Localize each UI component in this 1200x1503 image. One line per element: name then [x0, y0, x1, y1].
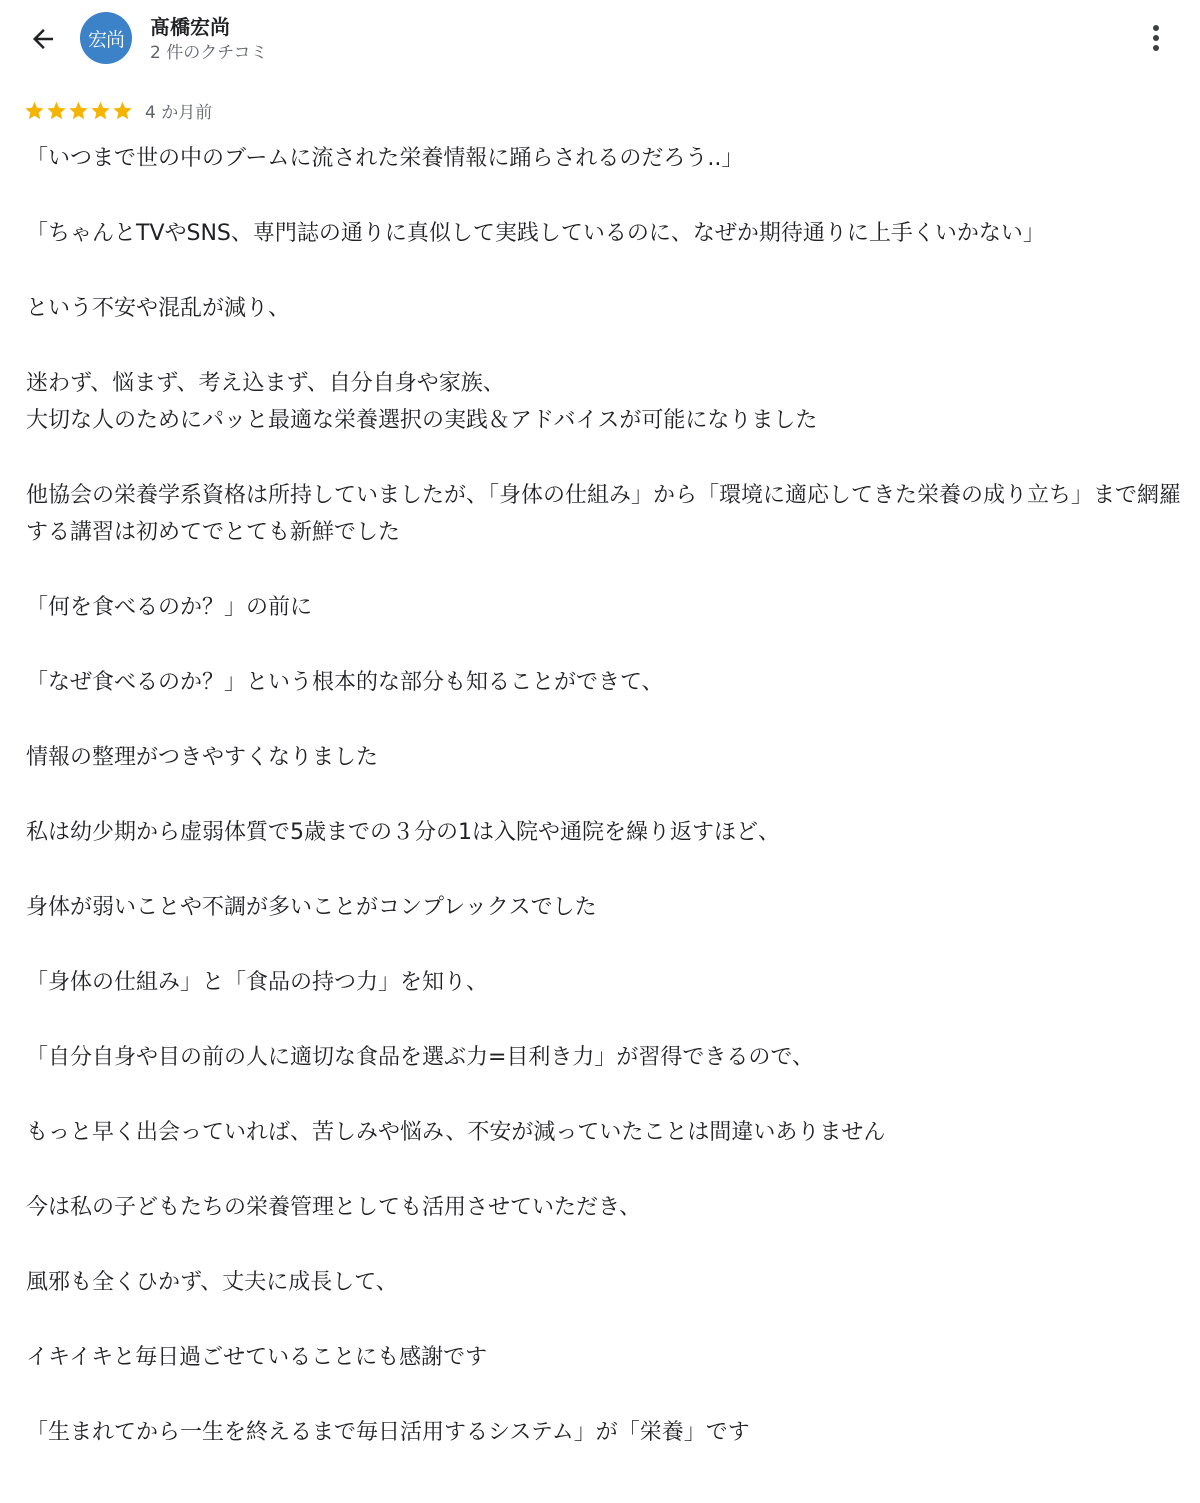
star-icon	[24, 100, 45, 121]
avatar-initials: 宏尚	[87, 28, 124, 51]
review-paragraph: 他協会の栄養学系資格は所持していましたが、「身体の仕組み」から「環境に適応してきた栄養の成り立ち」まで網羅する講習は初めてでとても新鮮でした	[26, 483, 1182, 545]
more-options-button[interactable]	[1138, 18, 1174, 58]
review-header	[0, 0, 1200, 80]
review-paragraph: もっと早く出会っていれば、苦しみや悩み、不安が減っていたことは間違いありません	[26, 1120, 886, 1145]
review-paragraph: 「身体の仕組み」と「食品の持つ力」を知り、	[26, 970, 489, 995]
review-paragraph: 「何を食べるのか？」の前に	[26, 595, 313, 620]
review-time: 4 か月前	[145, 102, 213, 123]
review-paragraph: 今は私の子どもたちの栄養管理としても活用させていただき、	[26, 1195, 642, 1220]
review-paragraph: 情報の整理がつきやすくなりました	[26, 745, 379, 770]
review-paragraph: 「ちゃんとTVやSNS、専門誌の通りに真似して実践しているのに、なぜか期待通りに上手くいかない」	[26, 221, 1045, 246]
star-rating	[24, 100, 133, 121]
more-vert-icon	[1152, 24, 1160, 52]
reviewer-review-count: 2 件のクチコミ	[150, 43, 268, 63]
review-paragraph: という不安や混乱が減り、	[26, 296, 291, 321]
star-icon	[90, 100, 111, 121]
avatar[interactable]	[80, 12, 132, 64]
star-icon	[68, 100, 89, 121]
star-icon	[46, 100, 67, 121]
rating-row	[24, 96, 212, 124]
review-paragraph: 風邪も全くひかず、丈夫に成長して、	[26, 1270, 398, 1295]
back-button[interactable]	[22, 18, 64, 60]
review-paragraph: 身体が弱いことや不調が多いことがコンプレックスでした	[26, 895, 597, 920]
reviewer-name[interactable]: 髙橋宏尚	[150, 15, 230, 39]
review-paragraph: イキイキと毎日過ごせていることにも感謝です	[26, 1345, 488, 1370]
review-text	[26, 140, 1186, 1489]
arrow-back-icon	[28, 24, 58, 54]
review-paragraph: 迷わず、悩まず、考え込まず、自分自身や家族、 大切な人のためにパッと最適な栄養選択の実践＆アドバイスが可能になりました	[26, 371, 818, 433]
review-paragraph: 「生まれてから一生を終えるまで毎日活用するシステム」が「栄養」です	[26, 1420, 750, 1445]
star-icon	[112, 100, 133, 121]
review-paragraph: 「なぜ食べるのか？」という根本的な部分も知ることができて、	[26, 670, 664, 695]
review-paragraph: 「自分自身や目の前の人に適切な食品を選ぶ力=目利き力」が習得できるので、	[26, 1045, 814, 1070]
review-paragraph: 「いつまで世の中のブームに流された栄養情報に踊らされるのだろう..」	[26, 146, 744, 171]
review-paragraph: 私は幼少期から虚弱体質で5歳までの３分の1は入院や通院を繰り返すほど、	[26, 820, 780, 845]
